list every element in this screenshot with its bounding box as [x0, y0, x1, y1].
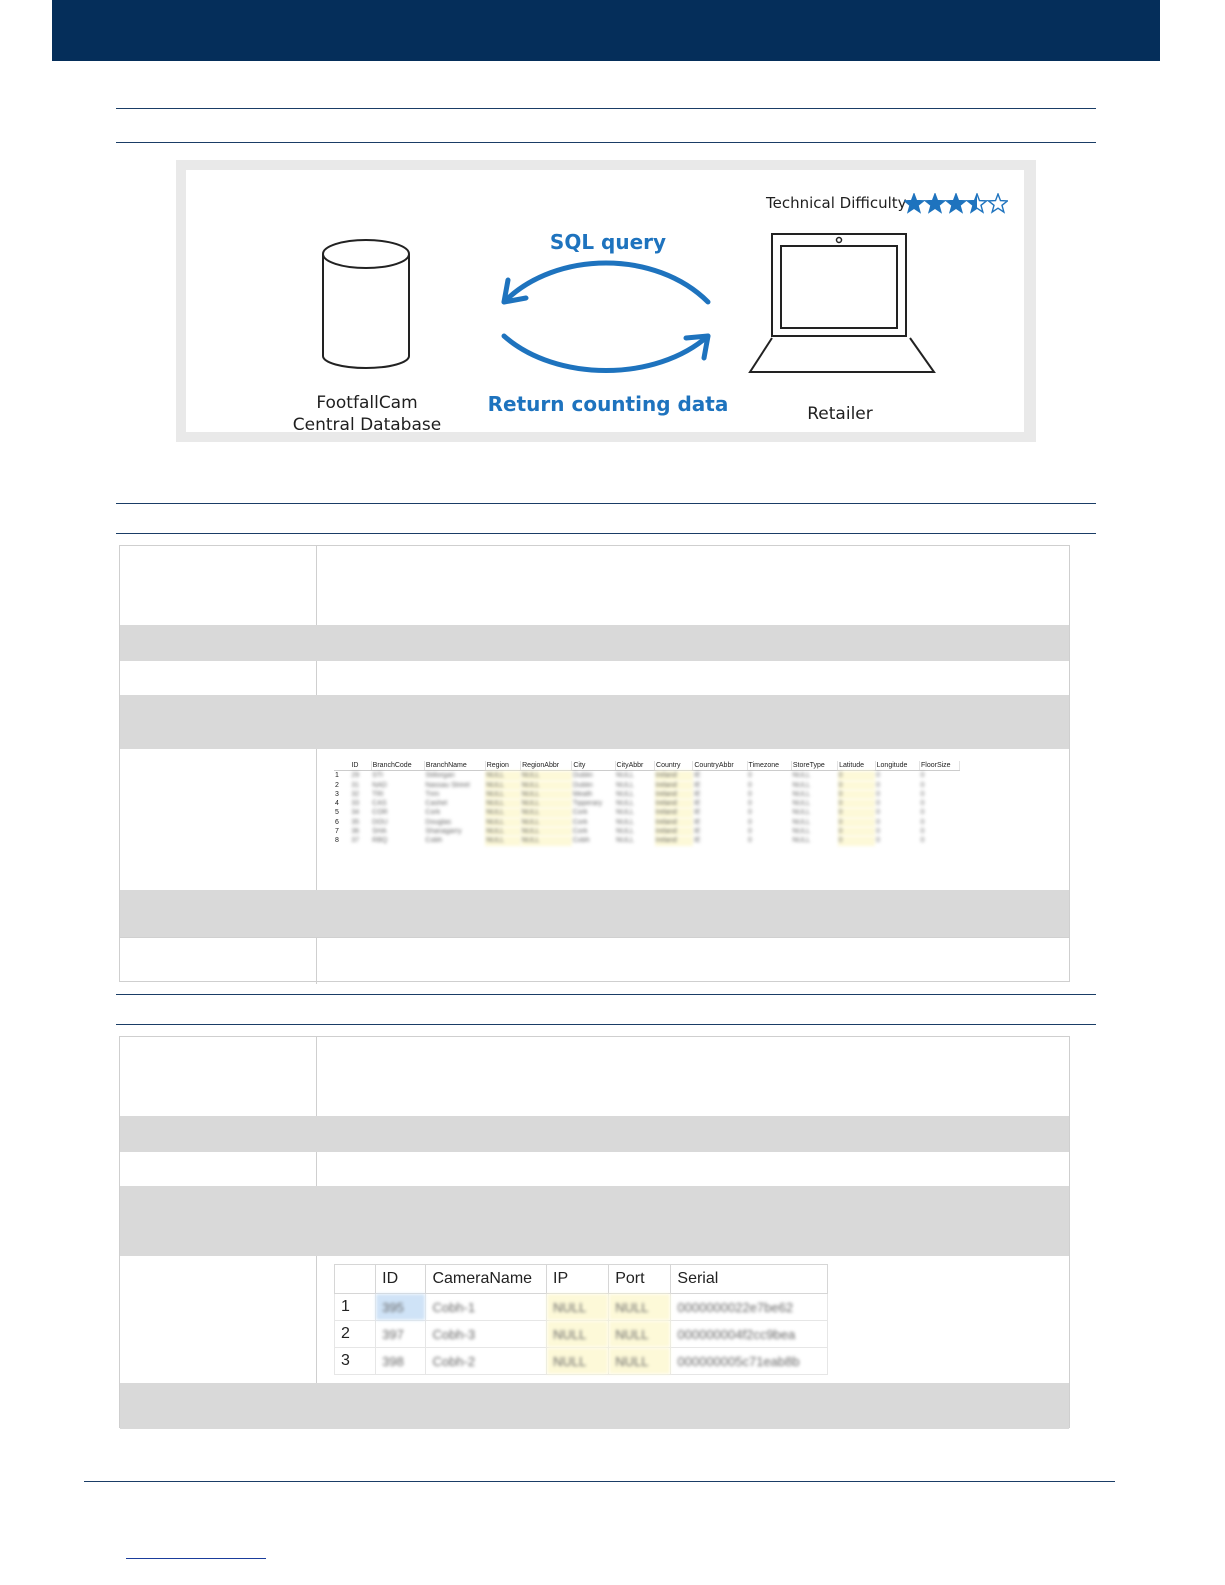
table-row: [120, 1383, 1069, 1429]
grid-cell: IE: [693, 772, 701, 780]
grid-cell: NULL: [485, 799, 520, 808]
table-row: [334, 836, 960, 845]
grid-cell: NULL: [485, 808, 520, 817]
grid-cell: NULL: [521, 790, 572, 799]
grid-cell: STI: [372, 772, 384, 780]
grid-cell: 0: [876, 818, 881, 826]
grid-cell: NULL: [521, 808, 572, 817]
branch-result-grid: [334, 761, 960, 883]
grid-cell: 0: [920, 828, 925, 836]
section3-rule-bottom: [116, 1024, 1096, 1025]
table-row: [334, 808, 960, 817]
grid-cell: 0: [838, 790, 876, 799]
database-label-line2: Central Database: [292, 415, 442, 435]
star-filled-icon: [946, 194, 965, 212]
table-row: [120, 1256, 1069, 1383]
grid-cell: NULL: [609, 1321, 671, 1348]
grid-cell: Ireland: [655, 808, 693, 817]
table-row: [120, 1037, 1069, 1116]
grid-cell: IE: [693, 837, 701, 845]
table-row: [120, 546, 1069, 625]
grid-cell: Shanagarry: [425, 828, 462, 836]
grid-cell: Ireland: [655, 799, 693, 808]
grid-cell: NULL: [521, 799, 572, 808]
table-row: [120, 1186, 1069, 1256]
row-number: 6: [335, 818, 339, 826]
table-row: [334, 818, 960, 827]
grid-cell: NULL: [521, 818, 572, 827]
grid-cell: NULL: [792, 790, 811, 798]
grid-cell: 0: [838, 781, 876, 790]
star-filled-icon: [925, 194, 944, 212]
grid-cell: NULL: [485, 790, 520, 799]
table-row: [120, 749, 1069, 890]
column-header[interactable]: Region: [485, 761, 520, 771]
footer-link-underline[interactable]: [126, 1558, 266, 1559]
footer-rule: [84, 1481, 1115, 1482]
section2-rule-bottom: [116, 533, 1096, 534]
grid-cell: IE: [693, 800, 701, 808]
grid-cell: 34: [351, 809, 360, 817]
grid-cell: RBQ: [372, 837, 388, 845]
grid-cell: NULL: [616, 809, 634, 817]
grid-cell: 0000000022e7be62: [671, 1294, 828, 1321]
grid-cell: Cork: [572, 809, 588, 817]
grid-cell: IE: [693, 790, 701, 798]
grid-cell: 0: [920, 818, 925, 826]
column-header[interactable]: CameraName: [426, 1265, 547, 1294]
column-header[interactable]: StoreType: [791, 761, 837, 771]
grid-cell: 0: [876, 790, 881, 798]
exchange-arrows: [496, 254, 726, 374]
row-number: 2: [335, 1321, 376, 1348]
grid-cell: 395: [376, 1294, 426, 1321]
table-row: [120, 1152, 1069, 1186]
section2-rule-top: [116, 503, 1096, 504]
column-header[interactable]: Latitude: [838, 761, 876, 771]
camera-api-table: [119, 1036, 1070, 1428]
grid-cell: 0: [920, 781, 925, 789]
grid-cell: 000000005c71eab8b: [671, 1348, 828, 1375]
grid-cell: 0: [748, 781, 752, 789]
grid-cell: Nassau Street: [425, 781, 470, 789]
grid-cell: 0: [748, 809, 752, 817]
column-header[interactable]: Serial: [671, 1265, 828, 1294]
return-data-label: Return counting data: [487, 392, 729, 416]
grid-cell: Cork: [572, 818, 588, 826]
query-arrow: [504, 263, 708, 302]
grid-cell: NULL: [616, 818, 634, 826]
integration-diagram: [176, 160, 1036, 442]
grid-cell: 397: [376, 1321, 426, 1348]
grid-cell: 0: [748, 800, 752, 808]
grid-cell: 35: [351, 818, 360, 826]
section-rule-top: [116, 108, 1096, 109]
grid-cell: 0: [920, 809, 925, 817]
grid-corner: [334, 761, 350, 771]
grid-cell: 32: [351, 790, 360, 798]
return-arrow: [504, 336, 708, 371]
grid-cell: 0: [748, 828, 752, 836]
row-number: 5: [335, 809, 339, 817]
grid-cell: NULL: [485, 771, 520, 781]
grid-cell: Cobh-3: [426, 1321, 547, 1348]
table-row: [334, 827, 960, 836]
grid-cell: NULL: [609, 1348, 671, 1375]
column-header[interactable]: ID: [350, 761, 371, 771]
grid-cell: NULL: [521, 781, 572, 790]
table-row: [120, 890, 1069, 937]
grid-cell: Ireland: [655, 818, 693, 827]
table-row: [120, 661, 1069, 695]
grid-cell: NULL: [616, 837, 634, 845]
grid-cell: NULL: [792, 800, 811, 808]
database-label-line1: FootfallCam: [316, 393, 418, 413]
grid-cell: 0: [838, 799, 876, 808]
grid-cell: TRI: [372, 790, 384, 798]
laptop-icon: [748, 232, 938, 380]
column-header[interactable]: CountryAbbr: [693, 761, 747, 771]
grid-cell: NULL: [792, 781, 811, 789]
grid-cell: 0: [920, 790, 925, 798]
grid-cell: Ireland: [655, 790, 693, 799]
grid-cell: Dublin: [572, 772, 593, 780]
row-number: 8: [335, 837, 339, 845]
grid-cell: 000000004f2cc9bea: [671, 1321, 828, 1348]
grid-cell: Ireland: [655, 781, 693, 790]
diagram-canvas: [186, 170, 1024, 435]
grid-cell: NULL: [547, 1348, 609, 1375]
grid-cell: Cashel: [425, 800, 448, 808]
column-header[interactable]: RegionAbbr: [521, 761, 572, 771]
table-row: [120, 937, 1069, 984]
grid-cell: IE: [693, 828, 701, 836]
table-row: [335, 1294, 828, 1321]
branch-api-table: [119, 545, 1070, 982]
column-header[interactable]: Longitude: [875, 761, 919, 771]
grid-cell: CAS: [372, 800, 387, 808]
grid-cell: 0: [838, 808, 876, 817]
database-icon: [320, 238, 412, 370]
grid-cell: 0: [876, 828, 881, 836]
grid-cell: 0: [838, 836, 876, 845]
row-number: 7: [335, 828, 339, 836]
grid-cell: 0: [876, 809, 881, 817]
grid-cell: NULL: [792, 772, 811, 780]
column-header[interactable]: Timezone: [747, 761, 791, 771]
grid-cell: NULL: [792, 837, 811, 845]
grid-cell: NULL: [609, 1294, 671, 1321]
grid-cell: IE: [693, 818, 701, 826]
sql-query-label: SQL query: [549, 230, 667, 254]
grid-cell: 31: [351, 781, 360, 789]
row-number: 1: [335, 772, 339, 780]
grid-cell: SHA: [372, 828, 387, 836]
grid-cell: 0: [876, 800, 881, 808]
grid-cell: DOU: [372, 818, 388, 826]
camera-result-grid: [334, 1264, 828, 1376]
grid-cell: Meath: [572, 790, 593, 798]
grid-cell: Ireland: [655, 771, 693, 781]
grid-cell: Cobh: [425, 837, 443, 845]
grid-cell: 0: [838, 818, 876, 827]
star-filled-icon: [904, 194, 923, 212]
grid-cell: Cork: [572, 828, 588, 836]
row-number: 3: [335, 790, 339, 798]
grid-cell: 33: [351, 800, 360, 808]
grid-cell: NULL: [616, 790, 634, 798]
table-row: [334, 790, 960, 799]
table-row: [120, 625, 1069, 661]
grid-cell: NULL: [792, 818, 811, 826]
grid-cell: 0: [876, 781, 881, 789]
grid-cell: NULL: [521, 771, 572, 781]
grid-cell: NULL: [792, 809, 811, 817]
grid-cell: Tipperary: [572, 800, 603, 808]
grid-cell: Ireland: [655, 836, 693, 845]
column-header[interactable]: IP: [547, 1265, 609, 1294]
grid-cell: IE: [693, 809, 701, 817]
grid-cell: NULL: [547, 1321, 609, 1348]
grid-cell: NULL: [547, 1294, 609, 1321]
row-number: 4: [335, 800, 339, 808]
grid-cell: 398: [376, 1348, 426, 1375]
section3-rule-top: [116, 994, 1096, 995]
grid-cell: 0: [920, 800, 925, 808]
column-header[interactable]: BranchCode: [371, 761, 424, 771]
column-header[interactable]: CityAbbr: [615, 761, 655, 771]
table-row: [335, 1348, 828, 1375]
grid-cell: NULL: [521, 827, 572, 836]
grid-cell: Cork: [425, 809, 441, 817]
difficulty-stars: [904, 193, 1008, 215]
grid-cell: 36: [351, 828, 360, 836]
grid-cell: 0: [876, 772, 881, 780]
grid-cell: NAD: [372, 781, 387, 789]
column-header[interactable]: City: [572, 761, 615, 771]
grid-corner: [335, 1265, 376, 1294]
grid-cell: 29: [351, 772, 360, 780]
grid-cell: 0: [920, 837, 925, 845]
grid-cell: Dublin: [572, 781, 593, 789]
grid-cell: 0: [876, 837, 881, 845]
column-header[interactable]: BranchName: [424, 761, 485, 771]
row-number: 1: [335, 1294, 376, 1321]
header-bar: [52, 0, 1160, 61]
grid-cell: 0: [920, 772, 925, 780]
grid-cell: 0: [748, 837, 752, 845]
grid-cell: 0: [748, 818, 752, 826]
table-row: [334, 771, 960, 781]
grid-cell: NULL: [485, 827, 520, 836]
grid-cell: NULL: [616, 781, 634, 789]
grid-cell: NULL: [616, 800, 634, 808]
grid-cell: NULL: [616, 772, 634, 780]
table-row: [335, 1321, 828, 1348]
database-label: [282, 392, 452, 436]
grid-cell: NULL: [485, 818, 520, 827]
grid-cell: NULL: [792, 828, 811, 836]
grid-cell: 0: [748, 772, 752, 780]
grid-cell: IE: [693, 781, 701, 789]
row-number: 2: [335, 781, 339, 789]
grid-cell: Cobh: [572, 837, 590, 845]
row-number: 3: [335, 1348, 376, 1375]
grid-cell: Trim: [425, 790, 440, 798]
column-header[interactable]: Port: [609, 1265, 671, 1294]
grid-cell: Ireland: [655, 827, 693, 836]
table-row: [334, 799, 960, 808]
column-header[interactable]: Country: [655, 761, 693, 771]
grid-cell: 0: [748, 790, 752, 798]
star-outline-icon: [988, 194, 1007, 212]
retailer-label: Retailer: [807, 404, 873, 424]
grid-cell: NULL: [521, 836, 572, 845]
table-row: [120, 695, 1069, 749]
technical-difficulty-label: Technical Difficulty: [766, 194, 907, 212]
table-row: [120, 1116, 1069, 1152]
grid-cell: Douglas: [425, 818, 452, 826]
grid-cell: 37: [351, 837, 360, 845]
grid-cell: COR: [372, 809, 388, 817]
column-header[interactable]: FloorSize: [920, 761, 960, 771]
grid-cell: 0: [838, 827, 876, 836]
grid-cell: Stillorgan: [425, 772, 455, 780]
column-header[interactable]: ID: [376, 1265, 426, 1294]
section-rule-bottom: [116, 142, 1096, 143]
grid-cell: 0: [838, 771, 876, 781]
grid-cell: NULL: [485, 836, 520, 845]
grid-cell: NULL: [485, 781, 520, 790]
table-row: [334, 781, 960, 790]
grid-cell: Cobh-2: [426, 1348, 547, 1375]
grid-cell: NULL: [616, 828, 634, 836]
grid-cell: Cobh-1: [426, 1294, 547, 1321]
